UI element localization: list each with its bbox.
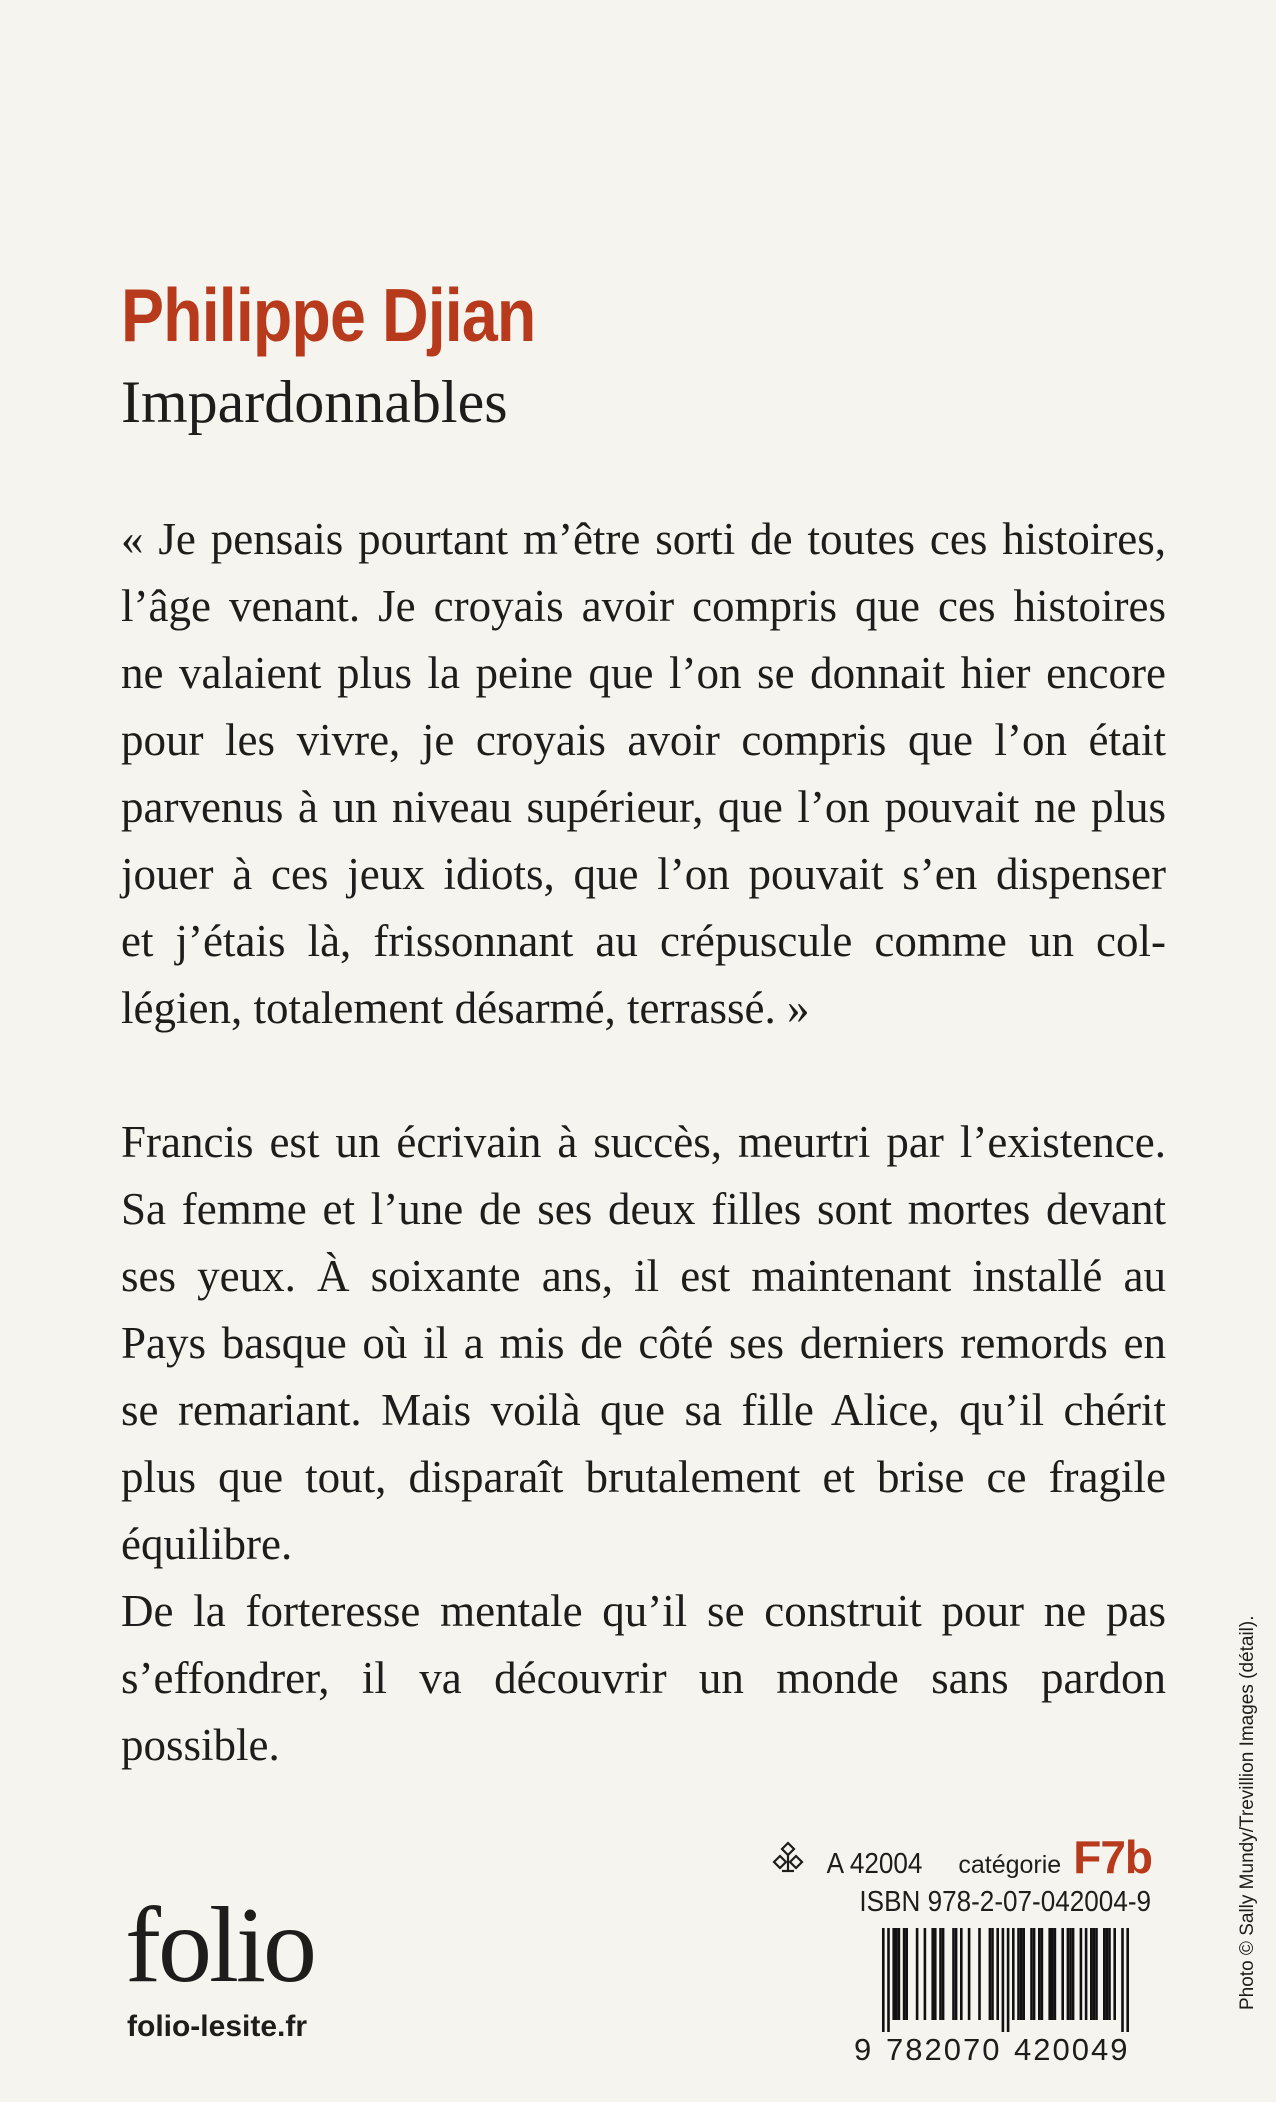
barcode-bar: [1095, 1928, 1098, 2020]
summary-line: possible.: [121, 1720, 280, 1770]
quote-line: « Je pensais pourtant m’être sorti de toutes ces histoires,: [121, 514, 1166, 564]
summary-line: De la forteresse mentale qu’il se construit pour ne pas: [121, 1586, 1166, 1636]
barcode-bar: [968, 1928, 971, 2020]
summary-line: Francis est un écrivain à succès, meurtri par l’existence.: [121, 1117, 1166, 1167]
quote-line: et j’étais là, frissonnant au crépuscule comme un col-: [121, 916, 1166, 966]
barcode-bar: [1051, 1928, 1054, 2020]
barcode-bar: [978, 1928, 981, 2020]
barcode-bar: [955, 1928, 958, 2020]
barcode-group-left: 782070: [886, 2032, 1002, 2067]
book-title: Impardonnables: [121, 369, 508, 435]
quote-line: ne valaient plus la peine que l’on se donnait hier encore: [121, 648, 1166, 698]
barcode-first-digit: 9: [854, 2032, 872, 2067]
summary-line: se remariant. Mais voilà que sa fille Alice, qu’il chérit: [121, 1385, 1166, 1435]
summary-line: ses yeux. À soixante ans, il est maintenant installé au: [121, 1251, 1166, 1301]
barcode-bar: [1126, 1928, 1129, 2032]
catalog-info: [770, 1830, 1152, 1884]
barcode-bar: [1030, 1928, 1033, 2020]
barcode-bar: [1041, 1928, 1044, 2020]
barcode-bar: [924, 1928, 927, 2020]
author-name: Philippe Djian: [121, 273, 536, 357]
barcode-bar: [1113, 1928, 1116, 2020]
barcode-bar: [1017, 1928, 1020, 2020]
barcode-bar: [942, 1928, 945, 2020]
barcode-bar: [905, 1928, 908, 2020]
isbn-number: ISBN 978-2-07-042004-9: [859, 1886, 1151, 1918]
publisher-website[interactable]: folio-lesite.fr: [127, 2010, 308, 2043]
barcode-bar: [1069, 1928, 1072, 2020]
barcode-bar: [1048, 1928, 1051, 2020]
quote-line: parvenus à un niveau supérieur, que l’on pouvait ne plus: [121, 782, 1166, 832]
barcode-bar: [1108, 1928, 1111, 2020]
barcode-bars: [882, 1928, 1142, 2032]
category-code: F7b: [1073, 1831, 1152, 1883]
barcode-bar: [1033, 1928, 1036, 2020]
barcode-bar: [1090, 1928, 1093, 2020]
barcode-bar: [895, 1928, 898, 2020]
barcode-bar: [1080, 1928, 1083, 2020]
barcode-bar: [1067, 1928, 1070, 2020]
barcode-bar: [1012, 1928, 1015, 2020]
barcode-bar: [931, 1928, 934, 2020]
barcode-bar: [996, 1928, 999, 2020]
barcode-group-right: 420049: [1014, 2032, 1130, 2067]
summary-line: Sa femme et l’une de ses deux filles sont mortes devant: [121, 1184, 1166, 1234]
barcode-bar: [1085, 1928, 1088, 2020]
barcode-bar: [898, 1928, 901, 2020]
barcode-bar: [1093, 1928, 1096, 2020]
barcode: [854, 1928, 1154, 2078]
folio-logo: folio: [125, 1886, 314, 2005]
summary-line: plus que tout, disparaît brutalement et brise ce fragile: [121, 1452, 1166, 1502]
barcode-bar: [1121, 1928, 1124, 2032]
photo-credit: Photo © Sally Mundy/Trevillion Images (détail).: [1237, 1615, 1258, 2010]
summary-line: équilibre.: [121, 1519, 293, 1569]
barcode-bar: [1020, 1928, 1023, 2020]
barcode-bar: [1106, 1928, 1109, 2020]
barcode-bar: [939, 1928, 942, 2020]
barcode-bar: [1061, 1928, 1064, 2020]
barcode-bar: [1022, 1928, 1025, 2020]
barcode-bar: [989, 1928, 992, 2020]
barcode-bar: [960, 1928, 963, 2020]
barcode-bar: [1054, 1928, 1057, 2020]
barcode-bar: [1007, 1928, 1010, 2032]
summary-line: s’effondrer, il va découvrir un monde sans pardon: [121, 1653, 1166, 1703]
barcode-bar: [991, 1928, 994, 2020]
book-summary: [121, 1109, 1166, 1779]
catalog-reference: A 42004: [826, 1848, 923, 1880]
barcode-bar: [952, 1928, 955, 2020]
quote-line: légien, totalement désarmé, terrassé. »: [121, 983, 810, 1033]
barcode-bar: [903, 1928, 906, 2020]
barcode-bar: [1072, 1928, 1075, 2020]
gallimard-emblem-icon: [770, 1840, 806, 1874]
barcode-bar: [892, 1928, 895, 2020]
category-label: catégorie: [958, 1851, 1062, 1879]
barcode-bar: [1038, 1928, 1041, 2020]
quote-line: jouer à ces jeux idiots, que l’on pouvait s’en dispenser: [121, 849, 1166, 899]
excerpt-quote: [121, 506, 1166, 1042]
barcode-bar: [1002, 1928, 1005, 2032]
barcode-bar: [887, 1928, 890, 2032]
quote-line: pour les vivre, je croyais avoir compris que l’on était: [121, 715, 1166, 765]
barcode-bar: [1103, 1928, 1106, 2020]
quote-line: l’âge venant. Je croyais avoir compris que ces histoires: [121, 581, 1166, 631]
barcode-bar: [916, 1928, 919, 2020]
barcode-bar: [934, 1928, 937, 2020]
summary-line: Pays basque où il a mis de côté ses derniers remords en: [121, 1318, 1166, 1368]
barcode-bar: [882, 1928, 885, 2032]
